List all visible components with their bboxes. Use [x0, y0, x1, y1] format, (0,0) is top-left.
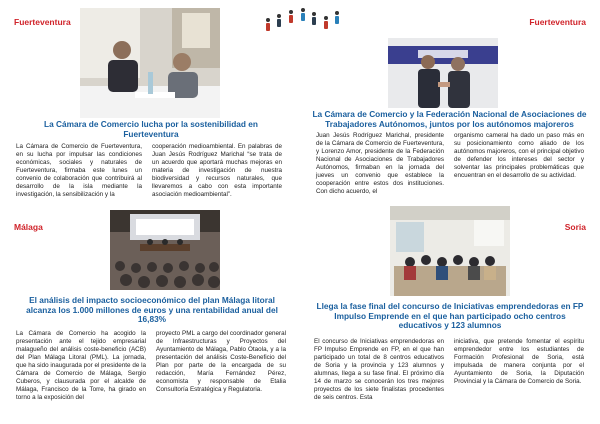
region-label-malaga: Málaga	[14, 222, 43, 232]
person-icon	[311, 12, 316, 25]
person-icon	[276, 14, 281, 27]
region-label-soria: Soria	[564, 222, 586, 232]
article-1-col-1: La Cámara de Comercio de Fuerteventura, en su lucha por impulsar las condiciones económicas, sociales y naturales de Fuerteventura, firmaba este lunes un convenio de colaboración que contribuirá al desarrollo de la isla mediante la investigación, la sensibilización y la	[16, 143, 142, 198]
person-icon	[288, 10, 293, 23]
region-label-fuerteventura-right: Fuerteventura	[529, 17, 586, 27]
article-1-headline: La Cámara de Comercio lucha por la sostenibilidad en Fuerteventura	[44, 119, 258, 139]
article-3-headline: El análisis del impacto socioeconómico del plan Málaga litoral alcanza los 1.000 millones de euros y una rentabilidad anual del 16,83%	[26, 295, 278, 325]
person-icon	[300, 8, 305, 21]
article-2-col-2: organismo cameral ha dado un paso más en su posicionamiento como aliado de los autónomos majoreros, con el principal objetivo de defender los intereses del sector y solventar las principales problemáticas que encuentran en el desarrollo de su actividad.	[454, 132, 584, 179]
region-label-fuerteventura-left: Fuerteventura	[14, 17, 71, 27]
article-4-headline: Llega la fase final del concurso de Iniciativas emprendedoras en FP Impulso Emprende en el que han participado ocho centros educativos y 123 alumnos	[316, 301, 584, 331]
article-2-col-1: Juan Jesús Rodríguez Marichal, presidente de la Cámara de Comercio de Fuerteventura, y Lorenzo Amor, presidente de la Federación Nacional de Asociaciones de Trabajadores Autónomos, firmaban en la jornada del jueves un convenio que establece la cooperación entre estos dos instituciones. Con dicho acuerdo, el	[316, 132, 444, 195]
article-4-col-2: iniciativa, que pretende fomentar el espíritu emprendedor entre los estudiantes de Formación Profesional de Soria, está impulsada de manera conjunta por el Ayuntamiento de Soria, la Diputación Provincial y la Cámara de Comercio de Soria.	[454, 338, 584, 385]
article-4-col-1: El concurso de Iniciativas emprendedoras en FP Impulso Emprende en FP, en el que han participado un total de 8 centros educativos de Soria y la provincia y 123 alumnos y alumnas, llega a su fase final. El próximo día 14 de marzo se conocerán los tres mejores proyectos de los siete finalistas procedentes de seis centros. Esta	[314, 338, 444, 401]
article-3-col-1: La Cámara de Comercio ha acogido la presentación ante el tejido empresarial malagueño del análisis coste-beneficio (ACB) del Plan Málaga Litoral (PML). La jornada, que ha sido inaugurada por el presidente de la Cámara de Comercio de Málaga, Sergio Cuberos, y clausurada por el alcalde de Málaga, Francisco de la Torre, ha girado en torno a la exposición del	[16, 330, 146, 401]
person-icon	[323, 16, 328, 29]
conference-photo	[110, 210, 220, 290]
article-1-col-2: cooperación medioambiental. En palabras de Juan Jesús Rodríguez Marichal “se trata de un acuerdo que aportará muchas mejoras en materia de investigación de nuestra biodiversidad y recursos naturales, que llevaremos a cabo con esta importante asociación medioambiental”.	[152, 143, 282, 198]
person-icon	[334, 11, 339, 24]
handshake-photo	[388, 38, 498, 108]
signing-photo	[80, 8, 220, 118]
classroom-photo	[390, 206, 510, 296]
article-2-headline: La Cámara de Comercio y la Federación Nacional de Asociaciones de Trabajadores Autónomos, juntos por los autónomos majoreros	[312, 109, 587, 129]
article-3-col-2: proyecto PML a cargo del coordinador general de Infraestructuras y Proyectos del Ayuntamiento de Málaga, Pablo Otaola, y a la presentación del análisis Coste-Beneficio del Plan por parte de la encargada de su redacción, María Fernández Pérez, economista y responsable de Etalia Consultoría Estratégica y Regulatoria.	[156, 330, 286, 393]
person-icon	[265, 18, 270, 31]
